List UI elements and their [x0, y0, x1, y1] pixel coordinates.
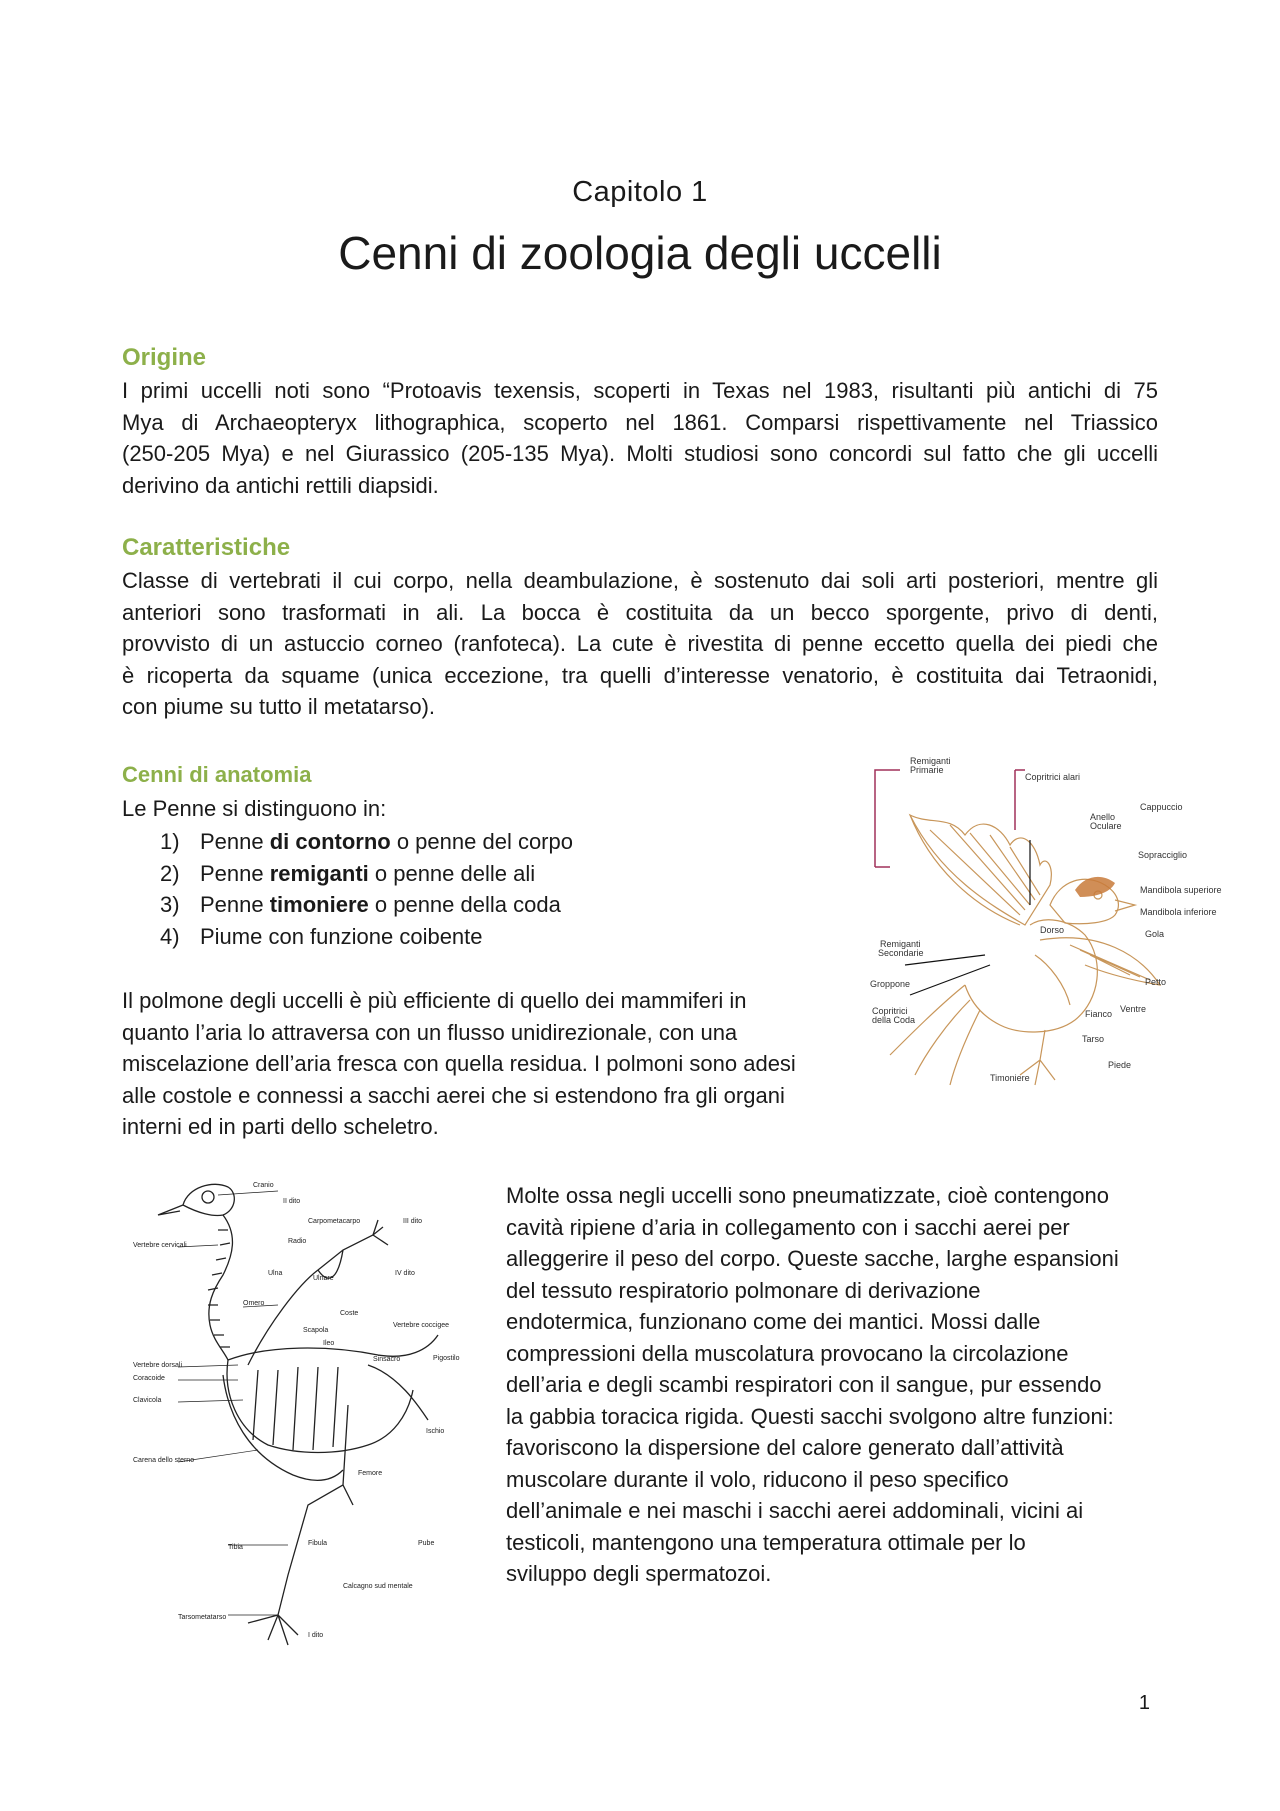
text-line: derivino da antichi rettili diapsidi.	[122, 472, 439, 498]
anatomia-intro: Le Penne si distinguono in:	[122, 796, 387, 821]
text-line: endotermica, funzionano come dei mantici. Mossi dalle	[506, 1309, 1041, 1334]
svg-text:Cappuccio: Cappuccio	[1140, 802, 1183, 812]
text-line: cavità ripiene d’aria in collegamento con i sacchi aerei per	[506, 1214, 1070, 1240]
svg-text:Calcagno sud mentale: Calcagno sud mentale	[343, 1583, 413, 1590]
svg-text:Copritrici: Copritrici	[872, 1006, 908, 1016]
text-line: Il polmone degli uccelli è più efficiente di quello dei mammiferi in	[122, 988, 747, 1013]
text-line: miscelazione dell’aria fresca con quella residua. I polmoni sono adesi	[122, 1051, 796, 1076]
heading-anatomia: Cenni di anatomia	[122, 762, 312, 787]
text-line: sviluppo degli spermatozoi.	[506, 1561, 772, 1586]
svg-text:Coste: Coste	[340, 1310, 359, 1317]
svg-text:III dito: III dito	[403, 1218, 423, 1225]
list-item: 2) Penne remiganti o penne delle ali	[160, 860, 536, 886]
paragraph-ossa	[506, 1180, 1119, 1590]
text-line: anteriori sono trasformati in ali. La bocca è costituita da un becco sporgente, privo di denti,	[122, 599, 1158, 625]
text-line: testicoli, mantengono una temperatura ottimale per lo	[506, 1529, 1026, 1555]
svg-text:Pigostilo: Pigostilo	[433, 1355, 460, 1362]
svg-text:Gola: Gola	[1145, 929, 1165, 939]
svg-text:Carpometacarpo: Carpometacarpo	[308, 1218, 361, 1225]
text-line: quanto l’aria lo attraversa con un flusso unidirezionale, con una	[122, 1019, 738, 1045]
text-line: è ricoperta da squame (unica eccezione, tra quelli d’interesse venatorio, è costituita dai Tetraonidi,	[122, 662, 1158, 688]
page-title: Cenni di zoologia degli uccelli	[338, 227, 942, 279]
feather-types-list	[160, 826, 573, 952]
svg-text:Ulna: Ulna	[268, 1270, 283, 1277]
svg-text:I dito: I dito	[308, 1632, 324, 1639]
svg-text:Secondarie: Secondarie	[878, 948, 924, 958]
svg-text:Remiganti: Remiganti	[910, 756, 951, 766]
bird-anatomy-diagram	[870, 755, 1222, 1100]
text-line: del tessuto respiratorio polmonare di derivazione	[506, 1277, 981, 1303]
svg-text:IV dito: IV dito	[395, 1270, 415, 1277]
svg-text:Omero: Omero	[243, 1300, 265, 1307]
paragraph-origine	[122, 375, 1158, 501]
svg-text:Tibia: Tibia	[228, 1544, 243, 1551]
text-line: provvisto di un astuccio corneo (ranfoteca). La cute è rivestita di penne eccetto quella dei piedi che	[122, 631, 1158, 656]
heading-caratteristiche: Caratteristiche	[122, 534, 291, 561]
chapter-label: Capitolo 1	[572, 176, 708, 208]
text-line: alleggerire il peso del corpo. Queste sacche, larghe espansioni	[506, 1246, 1119, 1271]
svg-text:Ulnare: Ulnare	[313, 1275, 334, 1282]
text-line: dell’animale e nei maschi i sacchi aerei addominali, vicini ai	[506, 1498, 1084, 1523]
text-line: muscolare durante il volo, riducono il peso specifico	[506, 1466, 1009, 1492]
svg-text:Ileo: Ileo	[323, 1340, 335, 1347]
text-line: con piume su tutto il metatarso).	[122, 694, 436, 719]
svg-text:Coracoide: Coracoide	[133, 1375, 165, 1382]
text-line: Classe di vertebrati il cui corpo, nella deambulazione, è sostenuto dai soli arti posteriori, mentre gli	[122, 568, 1158, 593]
svg-text:Piede: Piede	[1108, 1060, 1132, 1070]
bird-skeleton-diagram	[128, 1175, 498, 1650]
svg-text:Fibula: Fibula	[308, 1540, 328, 1547]
list-item: 3) Penne timoniere o penne della coda	[160, 892, 561, 917]
svg-text:Clavicola: Clavicola	[133, 1397, 162, 1404]
svg-text:Oculare: Oculare	[1090, 821, 1122, 831]
svg-text:della Coda: della Coda	[872, 1015, 916, 1025]
text-line: interni ed in parti dello scheletro.	[122, 1114, 439, 1139]
svg-text:Timoniere: Timoniere	[990, 1073, 1030, 1083]
svg-text:Vertebre dorsali: Vertebre dorsali	[133, 1362, 183, 1369]
paragraph-polmone	[122, 985, 796, 1143]
svg-text:Dorso: Dorso	[1040, 925, 1065, 935]
list-item: 1) Penne di contorno o penne del corpo	[160, 829, 573, 854]
text-line: I primi uccelli noti sono “Protoavis texensis, scoperti in Texas nel 1983, risultanti più antichi di 75	[122, 378, 1158, 403]
text-line: favoriscono la dispersione del calore generato dall’attività	[506, 1435, 1064, 1460]
svg-text:Vertebre cervicali: Vertebre cervicali	[133, 1242, 187, 1249]
svg-text:Tarsometatarso: Tarsometatarso	[178, 1614, 227, 1621]
text-line: alle costole e connessi a sacchi aerei che si estendono fra gli organi	[122, 1082, 785, 1108]
heading-origine: Origine	[122, 344, 207, 371]
text-line: Mya di Archaeopteryx lithographica, scoperto nel 1861. Comparsi rispettivamente nel Triassico	[122, 409, 1158, 435]
svg-text:Scapola: Scapola	[303, 1327, 329, 1334]
svg-text:Pube: Pube	[418, 1540, 435, 1547]
svg-text:Ventre: Ventre	[1120, 1004, 1147, 1014]
list-item: 4) Piume con funzione coibente	[160, 923, 483, 949]
page-number: 1	[1138, 1692, 1150, 1714]
svg-text:Fianco: Fianco	[1085, 1009, 1113, 1019]
svg-text:Anello: Anello	[1090, 812, 1116, 822]
svg-text:Petto: Petto	[1145, 977, 1167, 987]
text-line: dell’aria e degli scambi respiratori con il sangue, pur essendo	[506, 1372, 1102, 1397]
svg-text:Remiganti: Remiganti	[880, 939, 921, 949]
svg-text:Sopracciglio: Sopracciglio	[1138, 850, 1188, 860]
text-line: (250-205 Mya) e nel Giurassico (205-135 Mya). Molti studiosi sono concordi sul fatto che gli uccelli	[122, 441, 1158, 466]
svg-text:Mandibola superiore: Mandibola superiore	[1140, 885, 1222, 895]
svg-text:Radio: Radio	[288, 1238, 307, 1245]
text-line: la gabbia toracica rigida. Questi sacchi svolgono altre funzioni:	[506, 1403, 1114, 1429]
svg-text:Ischio: Ischio	[426, 1428, 445, 1435]
svg-text:Primarie: Primarie	[910, 765, 944, 775]
svg-text:Groppone: Groppone	[870, 979, 911, 989]
svg-text:Carena dello sterno: Carena dello sterno	[133, 1457, 195, 1464]
svg-text:Copritrici alari: Copritrici alari	[1025, 772, 1081, 782]
svg-text:Vertebre coccigee: Vertebre coccigee	[393, 1322, 450, 1329]
svg-text:II dito: II dito	[283, 1198, 301, 1205]
paragraph-caratteristiche	[122, 565, 1158, 723]
svg-text:Tarso: Tarso	[1082, 1034, 1105, 1044]
text-line: compressioni della muscolatura provocano la circolazione	[506, 1340, 1069, 1366]
svg-text:Cranio: Cranio	[253, 1182, 274, 1189]
svg-text:Sinsacro: Sinsacro	[373, 1356, 401, 1363]
svg-text:Femore: Femore	[358, 1470, 383, 1477]
svg-text:Mandibola inferiore: Mandibola inferiore	[1140, 907, 1217, 917]
text-line: Molte ossa negli uccelli sono pneumatizzate, cioè contengono	[506, 1183, 1109, 1208]
